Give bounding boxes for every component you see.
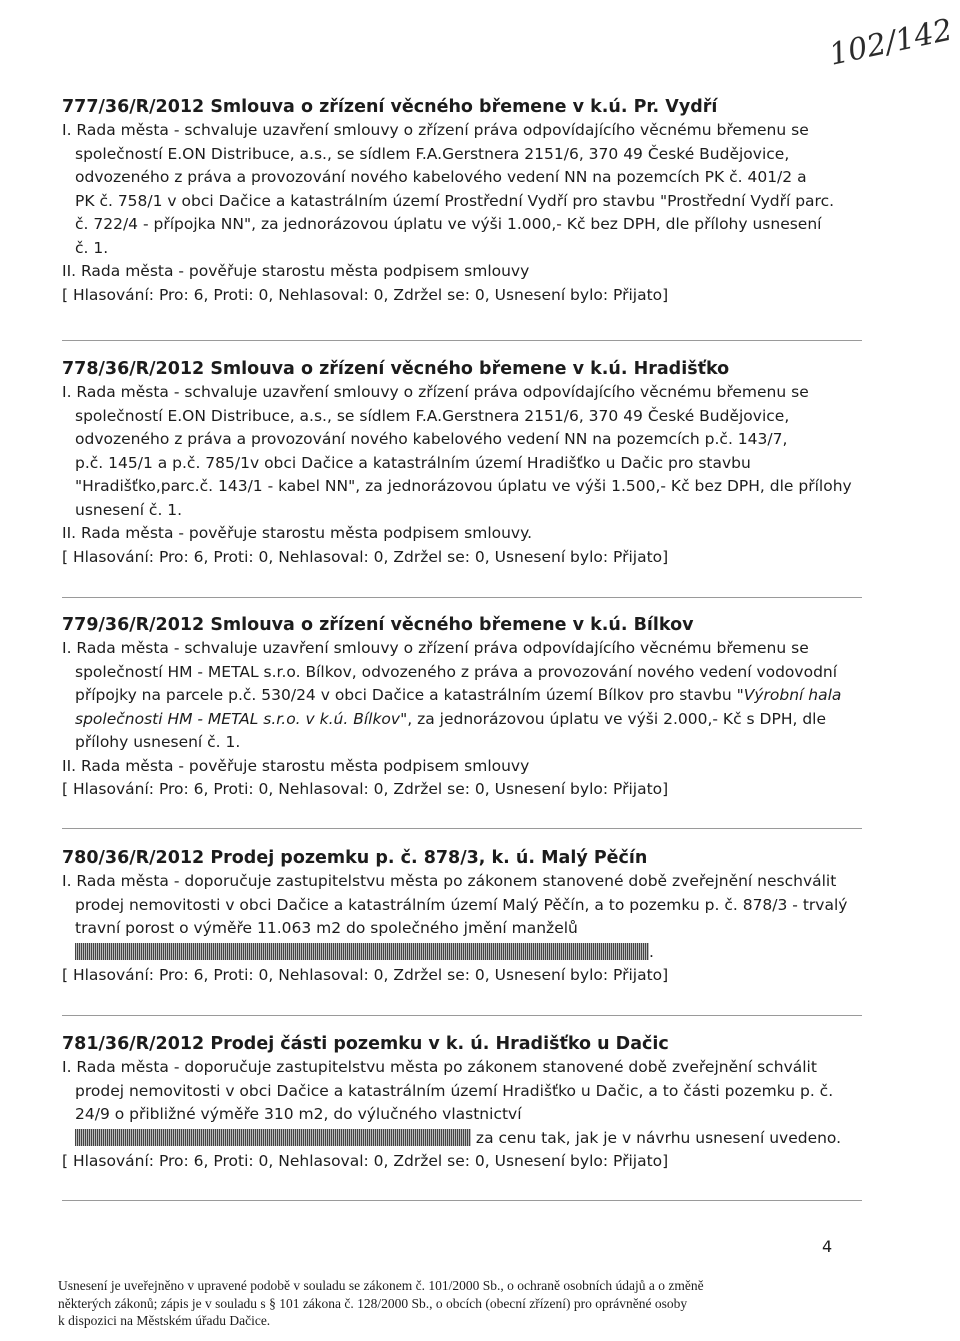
handwritten-page-note	[822, 12, 956, 73]
vote-result: [ Hlasování: Pro: 6, Proti: 0, Nehlasoval: 0, Zdržel se: 0, Usnesení bylo: Přijato]	[62, 1152, 669, 1170]
resolution-line: I. Rada města - doporučuje zastupitelstvu města po zákonem stanovené době zveřejnění schválit	[62, 1058, 817, 1076]
resolution-777	[62, 95, 862, 307]
resolution-title: 778/36/R/2012 Smlouva o zřízení věcného břemene v k.ú. Hradišťko	[62, 359, 730, 379]
resolution-line: prodej nemovitosti v obci Dačice a katastrálním území Malý Pěčín, a to pozemku p. č. 878/3 - trvalý	[75, 895, 848, 914]
resolution-779	[62, 613, 862, 802]
resolution-line: společností E.ON Distribuce, a.s., se sídlem F.A.Gerstnera 2151/6, 370 49 České Budějovice,	[75, 144, 790, 163]
resolution-line: I. Rada města - schvaluje uzavření smlouvy o zřízení práva odpovídajícího věcnému břemenu se	[62, 121, 809, 139]
footer-line: Usnesení je uveřejněno v upravené podobě v souladu se zákonem č. 101/2000 Sb., o ochraně osobních údajů a o změně	[58, 1278, 704, 1293]
resolution-line: společností HM - METAL s.r.o. Bílkov, odvozeného z práva a provozování nového vedení vodovodní	[75, 662, 838, 681]
redacted-block	[75, 1129, 471, 1146]
resolution-text: ", za jednorázovou úplatu ve výši 2.000,- Kč s DPH, dle	[400, 709, 827, 728]
resolution-line	[62, 708, 862, 732]
resolution-line: I. Rada města - schvaluje uzavření smlouvy o zřízení práva odpovídajícího věcnému břemenu se	[62, 639, 809, 657]
resolution-title: 780/36/R/2012 Prodej pozemku p. č. 878/3, k. ú. Malý Pěčín	[62, 848, 648, 868]
section-divider	[62, 1015, 862, 1016]
resolution-line: II. Rada města - pověřuje starostu města podpisem smlouvy.	[62, 524, 532, 542]
resolution-line: č. 722/4 - přípojka NN", za jednorázovou úplatu ve výši 1.000,- Kč bez DPH, dle přílohy usnesení	[75, 215, 822, 233]
resolution-line	[62, 684, 862, 708]
resolution-line: odvozeného z práva a provozování nového kabelového vedení NN na pozemcích p.č. 143/7,	[75, 430, 788, 448]
resolution-line: č. 1.	[75, 238, 109, 257]
footer-line: některých zákonů; zápis je v souladu s § 101 zákona č. 128/2000 Sb., o obcích (obecní zřízení) pro oprávněné osoby	[58, 1295, 688, 1311]
vote-result: [ Hlasování: Pro: 6, Proti: 0, Nehlasoval: 0, Zdržel se: 0, Usnesení bylo: Přijato]	[62, 966, 669, 984]
section-divider	[62, 828, 862, 829]
resolution-line	[62, 941, 862, 965]
resolution-title: 777/36/R/2012 Smlouva o zřízení věcného břemene v k.ú. Pr. Vydří	[62, 97, 718, 117]
resolution-line: II. Rada města - pověřuje starostu města podpisem smlouvy	[62, 262, 530, 280]
italic-project-name: společnosti HM - METAL s.r.o. v k.ú. Bílkov	[75, 709, 401, 728]
resolution-title: 779/36/R/2012 Smlouva o zřízení věcného břemene v k.ú. Bílkov	[62, 615, 694, 635]
resolution-line: II. Rada města - pověřuje starostu města podpisem smlouvy	[62, 756, 530, 775]
vote-result: [ Hlasování: Pro: 6, Proti: 0, Nehlasoval: 0, Zdržel se: 0, Usnesení bylo: Přijato]	[62, 547, 669, 566]
resolution-line: usnesení č. 1.	[75, 500, 183, 519]
section-divider	[62, 340, 862, 341]
resolution-781	[62, 1032, 862, 1174]
resolution-text: přípojky na parcele p.č. 530/24 v obci Dačice a katastrálním území Bílkov pro stavbu "	[75, 686, 744, 704]
handwritten-note-text: 102/142	[826, 12, 956, 73]
resolution-line: odvozeného z práva a provozování nového kabelového vedení NN na pozemcích PK č. 401/2 a	[75, 168, 807, 186]
resolution-line: prodej nemovitosti v obci Dačice a katastrálním území Hradišťko u Dačic, a to části pozemku p. č.	[75, 1081, 834, 1100]
resolution-line: travní porost o výměře 11.063 m2 do společného jmění manželů	[75, 919, 578, 937]
section-divider	[62, 1200, 862, 1201]
section-divider	[62, 597, 862, 598]
resolution-line: společností E.ON Distribuce, a.s., se sídlem F.A.Gerstnera 2151/6, 370 49 České Budějovice,	[75, 406, 790, 425]
footer-line: k dispozici na Městském úřadu Dačice.	[58, 1313, 271, 1328]
resolution-line: p.č. 145/1 a p.č. 785/1v obci Dačice a katastrálním území Hradišťko u Dačic pro stavbu	[75, 453, 751, 472]
italic-project-name: Výrobní hala	[743, 686, 842, 704]
resolution-line: PK č. 758/1 v obci Dačice a katastrálním území Prostřední Vydří pro stavbu "Prostřední Vydří parc.	[75, 191, 835, 210]
resolution-title: 781/36/R/2012 Prodej části pozemku v k. ú. Hradišťko u Dačic	[62, 1034, 669, 1054]
resolution-line: přílohy usnesení č. 1.	[75, 733, 241, 751]
resolution-text: za cenu tak, jak je v návrhu usnesení uvedeno.	[471, 1128, 842, 1147]
vote-result: [ Hlasování: Pro: 6, Proti: 0, Nehlasoval: 0, Zdržel se: 0, Usnesení bylo: Přijato]	[62, 285, 669, 304]
footer-note	[58, 1277, 818, 1330]
resolution-line: "Hradišťko,parc.č. 143/1 - kabel NN", za jednorázovou úplatu ve výši 1.500,- Kč bez DPH, dle přílohy	[75, 477, 852, 495]
vote-result: [ Hlasování: Pro: 6, Proti: 0, Nehlasoval: 0, Zdržel se: 0, Usnesení bylo: Přijato]	[62, 780, 669, 798]
resolution-780	[62, 846, 862, 988]
resolution-line: 24/9 o přibližné výměře 310 m2, do výlučného vlastnictví	[75, 1105, 522, 1123]
resolution-text: .	[649, 942, 654, 961]
resolution-line	[62, 1127, 862, 1151]
resolution-line: I. Rada města - schvaluje uzavření smlouvy o zřízení práva odpovídajícího věcnému břemenu se	[62, 383, 809, 401]
resolution-778	[62, 357, 862, 569]
resolution-line: I. Rada města - doporučuje zastupitelstvu města po zákonem stanovené době zveřejnění neschválit	[62, 872, 837, 890]
page-number: 4	[822, 1237, 833, 1256]
redacted-block	[75, 943, 649, 960]
